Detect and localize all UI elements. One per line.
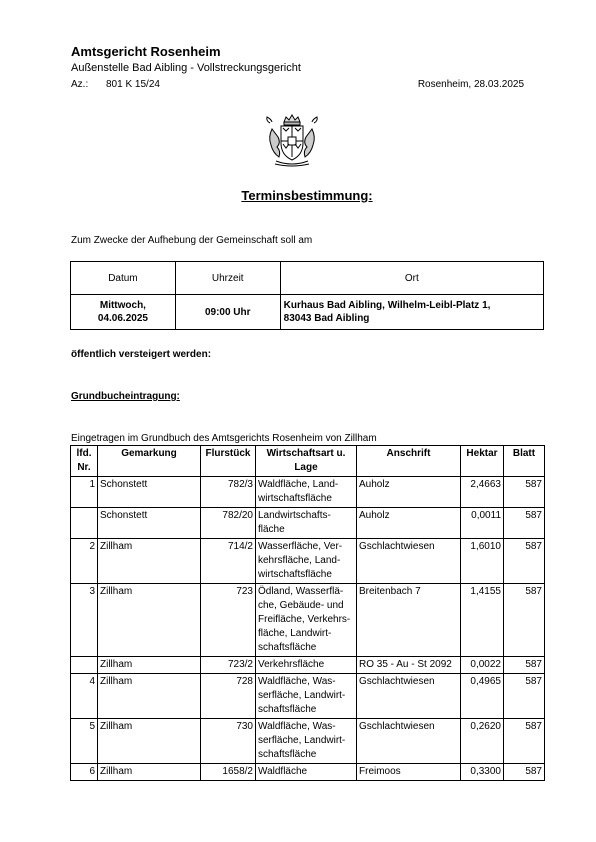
column-header: Blatt (504, 446, 545, 477)
gemarkung-cell: Schonstett (98, 508, 201, 539)
gemarkung-cell: Zillham (98, 584, 201, 657)
row-number: 4 (71, 674, 98, 719)
intro-text: Zum Zwecke der Aufhebung der Gemeinschaft soll am (71, 235, 313, 246)
land-use-cell: Verkehrsfläche (256, 657, 357, 674)
sheet-cell: 587 (504, 764, 545, 781)
land-use-cell: Waldfläche, Land- wirtschaftsfläche (256, 477, 357, 508)
flurstueck-cell: 1658/2 (201, 764, 256, 781)
column-header: Gemarkung (98, 446, 201, 477)
row-number: 2 (71, 539, 98, 584)
gemarkung-cell: Zillham (98, 719, 201, 764)
hectare-cell: 0,0022 (461, 657, 504, 674)
row-number (71, 508, 98, 539)
land-use-cell: Waldfläche, Was- serfläche, Landwirt- schaftsfläche (256, 674, 357, 719)
file-number: 801 K 15/24 (106, 79, 160, 90)
column-header: Wirtschaftsart u. Lage (256, 446, 357, 477)
land-use-cell: Wasserfläche, Ver- kehrsfläche, Land- wirtschaftsfläche (256, 539, 357, 584)
address-cell: Auholz (357, 477, 461, 508)
header-cell: Uhrzeit (175, 262, 280, 295)
table-row (71, 657, 545, 674)
date-weekday: Mittwoch, (99, 300, 146, 311)
column-header: Anschrift (357, 446, 461, 477)
row-number (71, 657, 98, 674)
file-number-label: Az.: (71, 79, 89, 90)
flurstueck-cell: 714/2 (201, 539, 256, 584)
land-use-cell: Landwirtschafts- fläche (256, 508, 357, 539)
location-street: Kurhaus Bad Aibling, Wilhelm-Leibl-Platz 1, (283, 300, 491, 311)
gemarkung-cell: Zillham (98, 764, 201, 781)
address-cell: Breitenbach 7 (357, 584, 461, 657)
hectare-cell: 0,3300 (461, 764, 504, 781)
gemarkung-cell: Zillham (98, 657, 201, 674)
appointment-time: 09:00 Uhr (175, 295, 280, 330)
land-register-intro: Eingetragen im Grundbuch des Amtsgerichts Rosenheim von Zillham (71, 433, 377, 444)
row-number: 3 (71, 584, 98, 657)
land-use-cell: Waldfläche (256, 764, 357, 781)
gemarkung-cell: Zillham (98, 674, 201, 719)
table-row (71, 584, 545, 657)
table-row (71, 508, 545, 539)
bavarian-coat-of-arms-icon (262, 113, 322, 167)
gemarkung-cell: Zillham (98, 539, 201, 584)
sheet-cell: 587 (504, 657, 545, 674)
table-row (71, 719, 545, 764)
appointment-date (71, 295, 176, 330)
court-branch: Außenstelle Bad Aibling - Vollstreckungsgericht (71, 62, 301, 74)
appointment-header-row (71, 262, 544, 295)
address-cell: Gschlachtwiesen (357, 539, 461, 584)
location-city: 83043 Bad Aibling (283, 313, 370, 324)
land-use-cell: Ödland, Wasserflä- che, Gebäude- und Freifläche, Verkehrs- fläche, Landwirt- schaftsfläche (256, 584, 357, 657)
sheet-cell: 587 (504, 719, 545, 764)
address-cell: Auholz (357, 508, 461, 539)
document-title: Terminsbestimmung: (241, 188, 373, 203)
hectare-cell: 0,4965 (461, 674, 504, 719)
table-row (71, 674, 545, 719)
row-number: 6 (71, 764, 98, 781)
hectare-cell: 1,6010 (461, 539, 504, 584)
date-day: 04.06.2025 (97, 313, 148, 324)
land-register-heading: Grundbucheintragung: (71, 391, 180, 402)
appointment-table (70, 261, 544, 330)
land-use-cell: Waldfläche, Was- serfläche, Landwirt- schaftsfläche (256, 719, 357, 764)
sheet-cell: 587 (504, 584, 545, 657)
header-cell: Ort (280, 262, 543, 295)
address-cell: Gschlachtwiesen (357, 674, 461, 719)
hectare-cell: 0,0011 (461, 508, 504, 539)
parcels-header-row (71, 446, 545, 477)
address-cell: Gschlachtwiesen (357, 719, 461, 764)
court-name: Amtsgericht Rosenheim (71, 44, 221, 59)
sheet-cell: 587 (504, 674, 545, 719)
hectare-cell: 2,4663 (461, 477, 504, 508)
appointment-value-row (71, 295, 544, 330)
address-cell: Freimoos (357, 764, 461, 781)
table-row (71, 477, 545, 508)
table-row (71, 539, 545, 584)
parcels-table (70, 445, 545, 781)
sheet-cell: 587 (504, 477, 545, 508)
auction-statement: öffentlich versteigert werden: (71, 349, 212, 360)
sheet-cell: 587 (504, 539, 545, 584)
flurstueck-cell: 782/20 (201, 508, 256, 539)
column-header: lfd. Nr. (71, 446, 98, 477)
flurstueck-cell: 723/2 (201, 657, 256, 674)
flurstueck-cell: 782/3 (201, 477, 256, 508)
column-header: Hektar (461, 446, 504, 477)
gemarkung-cell: Schonstett (98, 477, 201, 508)
table-row (71, 764, 545, 781)
row-number: 1 (71, 477, 98, 508)
header-cell: Datum (71, 262, 176, 295)
flurstueck-cell: 728 (201, 674, 256, 719)
appointment-location (280, 295, 543, 330)
hectare-cell: 0,2620 (461, 719, 504, 764)
place-date: Rosenheim, 28.03.2025 (417, 79, 524, 90)
hectare-cell: 1,4155 (461, 584, 504, 657)
row-number: 5 (71, 719, 98, 764)
flurstueck-cell: 730 (201, 719, 256, 764)
sheet-cell: 587 (504, 508, 545, 539)
column-header: Flurstück (201, 446, 256, 477)
address-cell: RO 35 - Au - St 2092 (357, 657, 461, 674)
flurstueck-cell: 723 (201, 584, 256, 657)
